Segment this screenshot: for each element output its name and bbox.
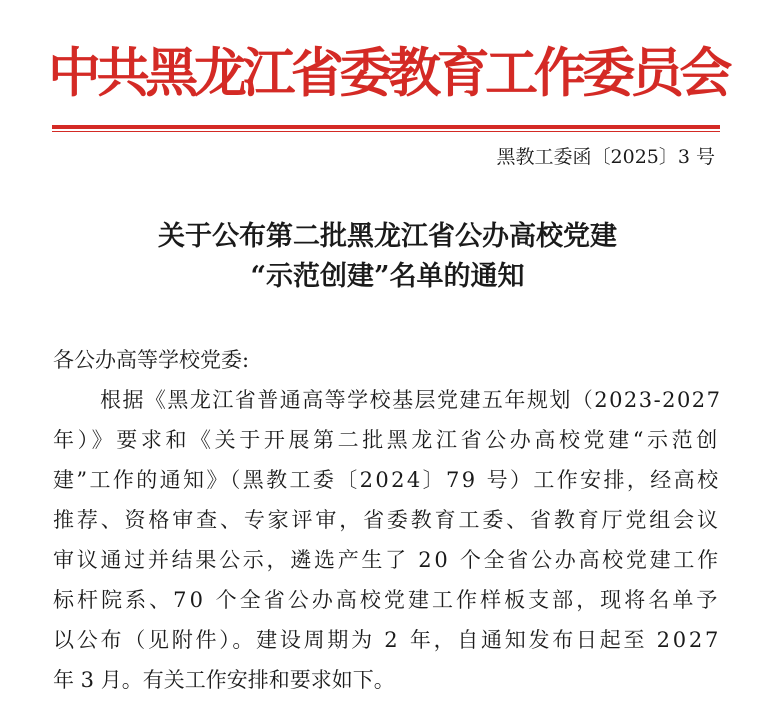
red-header-rule-thin <box>52 131 720 132</box>
notice-title-line-2: “示范创建”名单的通知 <box>250 261 525 292</box>
salutation: 各公办高等学校党委: <box>53 348 250 372</box>
body-text-line: 推荐、资格审查、专家评审，省委教育工委、省教育厅党组会议 <box>53 508 721 532</box>
notice-title-line-1: 关于公布第二批黑龙江省公办高校党建 <box>158 221 617 252</box>
body-text-line: 年 3 月。有关工作安排和要求如下。 <box>53 668 395 692</box>
body-text-line: 标杆院系、70 个全省公办高校党建工作样板支部，现将名单予 <box>53 588 721 612</box>
body-text-line: 以公布（见附件）。建设周期为 2 年，自通知发布日起至 2027 <box>53 628 722 652</box>
body-text-line: 建”工作的通知》（黑教工委〔2024〕79 号）工作安排，经高校 <box>53 468 721 492</box>
body-text-line: 根据《黑龙江省普通高等学校基层党建五年规划（2023-2027 <box>100 388 722 412</box>
issuing-organization-masthead: 中共黑龙江省委教育工作委员会 <box>48 43 728 104</box>
document-number: 黑教工委函〔2025〕3 号 <box>496 146 715 168</box>
red-header-rule-thick <box>52 125 720 129</box>
body-text-line: 审议通过并结果公示，遴选产生了 20 个全省公办高校党建工作 <box>53 548 721 572</box>
body-text-line: 年）》要求和《关于开展第二批黑龙江省公办高校党建“示范创 <box>53 428 721 452</box>
